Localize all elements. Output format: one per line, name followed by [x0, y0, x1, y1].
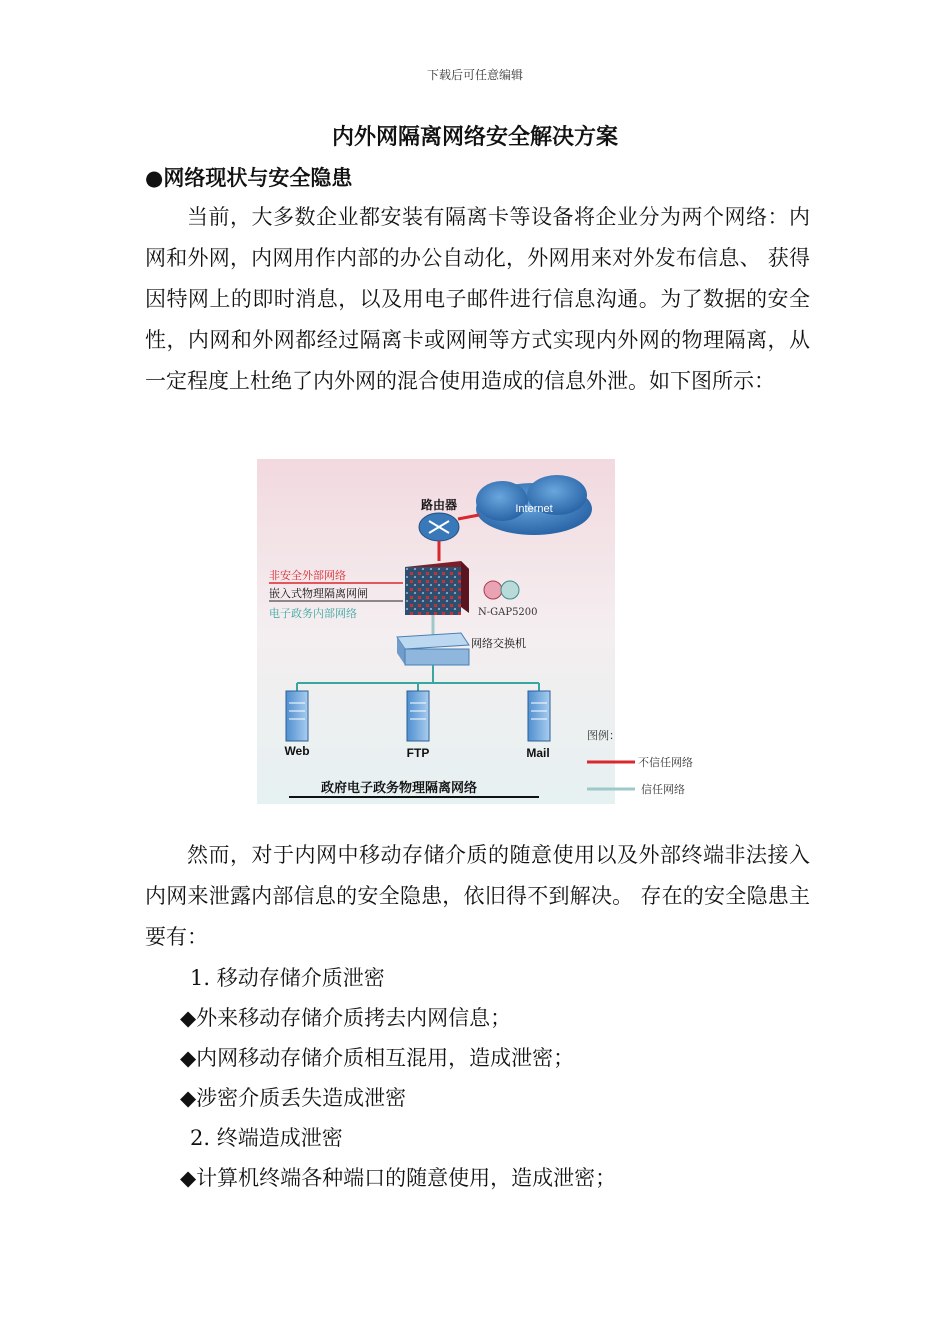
device-model-label: N-GAP5200	[478, 607, 538, 618]
server-web-icon	[286, 691, 308, 741]
list-item-bullet: ◆内网移动存储介质相互混用，造成泄密；	[180, 1046, 575, 1070]
legend-trusted-label: 信任网络	[641, 783, 685, 796]
document-title: 内外网隔离网络安全解决方案	[331, 125, 618, 150]
switch-icon	[397, 633, 469, 665]
switch-label: 网络交换机	[471, 637, 526, 650]
network-isolation-diagram	[257, 459, 717, 804]
router-label: 路由器	[420, 498, 458, 512]
server-label-mail: Mail	[526, 746, 550, 760]
server-mail-icon	[528, 691, 550, 741]
section-heading: ●网络现状与安全隐患	[145, 166, 353, 190]
server-ftp-icon	[407, 691, 429, 741]
paragraph-network-status: 当前，大多数企业都安装有隔离卡等设备将企业分为两个网络：内网和外网，内网用作内部的办公自动化，外网用来对外发布信息、 获得因特网上的即时消息，以及用电子邮件进行信息沟通。为了数据的安全性，内网和外网都经过隔离卡或网闸等方式实现内外网的物理隔离，从一定程度上杜绝了内外网的混合使用造成的信息外泄。如下图所示：	[145, 205, 810, 393]
internet-label: Internet	[515, 503, 553, 515]
list-item-bullet: ◆外来移动存储介质拷去内网信息；	[180, 1006, 512, 1030]
list-item-mobile-storage: 1. 移动存储介质泄密	[190, 966, 385, 990]
list-item-terminal: 2. 终端造成泄密	[190, 1126, 343, 1150]
diagram-caption: 政府电子政务物理隔离网络	[320, 781, 478, 796]
server-label-web: Web	[284, 744, 310, 758]
list-item-bullet: ◆计算机终端各种端口的随意使用，造成泄密；	[180, 1166, 617, 1190]
header-note: 下载后可任意编辑	[426, 68, 523, 82]
embedded-gateway-label: 嵌入式物理隔离网闸	[269, 587, 368, 600]
diagram-svg	[257, 459, 717, 804]
egov-inner-label: 电子政务内部网络	[269, 607, 357, 620]
server-label-ftp: FTP	[406, 746, 430, 760]
list-item-bullet: ◆涉密介质丢失造成泄密	[180, 1086, 407, 1110]
router-icon	[419, 513, 459, 541]
untrusted-outer-label: 非安全外部网络	[269, 569, 346, 582]
legend-untrusted-label: 不信任网络	[638, 756, 693, 769]
gateway-device-icon	[405, 561, 469, 615]
paragraph-remaining-risks: 然而，对于内网中移动存储介质的随意使用以及外部终端非法接入内网来泄露内部信息的安全隐患，依旧得不到解决。 存在的安全隐患主要有：	[145, 843, 810, 949]
legend-title: 图例：	[587, 729, 620, 742]
